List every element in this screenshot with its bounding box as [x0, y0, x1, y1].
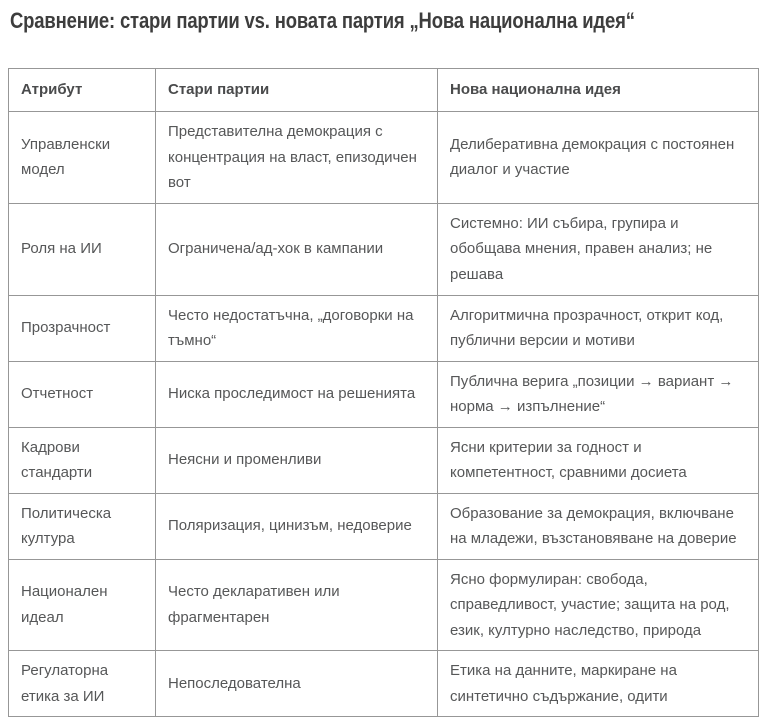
cell-attribute: Кадрови стандарти — [9, 427, 156, 493]
table-row — [9, 559, 759, 651]
cell-old-parties: Ограничена/ад-хок в кампании — [156, 203, 438, 295]
cell-new-party: Делиберативна демокрация с постоянен диалог и участие — [438, 112, 759, 204]
table-header-row — [9, 69, 759, 112]
cell-new-party: Алгоритмична прозрачност, открит код, публични версии и мотиви — [438, 295, 759, 361]
header-cell-attribute: Атрибут — [9, 69, 156, 112]
table-row — [9, 361, 759, 427]
cell-old-parties: Ниска проследимост на решенията — [156, 361, 438, 427]
header-cell-new-party: Нова национална идея — [438, 69, 759, 112]
header-cell-old-parties: Стари партии — [156, 69, 438, 112]
cell-old-parties: Представителна демокрация с концентрация на власт, епизодичен вот — [156, 112, 438, 204]
table-row — [9, 112, 759, 204]
cell-old-parties: Непоследователна — [156, 651, 438, 717]
cell-attribute: Роля на ИИ — [9, 203, 156, 295]
cell-new-party: Образование за демокрация, включване на младежи, възстановяване на доверие — [438, 493, 759, 559]
cell-attribute: Политическа култура — [9, 493, 156, 559]
cell-new-party: Публична верига „позиции → вариант → норма → изпълнение“ — [438, 361, 759, 427]
cell-new-party: Ясно формулиран: свобода, справедливост, участие; защита на род, език, културно наследство, природа — [438, 559, 759, 651]
cell-attribute: Прозрачност — [9, 295, 156, 361]
cell-attribute: Отчетност — [9, 361, 156, 427]
cell-old-parties: Често декларативен или фрагментарен — [156, 559, 438, 651]
cell-attribute: Управленски модел — [9, 112, 156, 204]
cell-attribute: Регулаторна етика за ИИ — [9, 651, 156, 717]
cell-old-parties: Неясни и променливи — [156, 427, 438, 493]
table-row — [9, 427, 759, 493]
cell-attribute: Национален идеал — [9, 559, 156, 651]
comparison-table — [8, 68, 759, 717]
cell-old-parties: Поляризация, цинизъм, недоверие — [156, 493, 438, 559]
table-row — [9, 203, 759, 295]
cell-old-parties: Често недостатъчна, „договорки на тъмно“ — [156, 295, 438, 361]
cell-new-party: Етика на данните, маркиране на синтетично съдържание, одити — [438, 651, 759, 717]
table-row — [9, 295, 759, 361]
cell-new-party: Ясни критерии за годност и компетентност, сравними досиета — [438, 427, 759, 493]
table-row — [9, 651, 759, 717]
page-title: Сравнение: стари партии vs. новата партия „Нова национална идея“ — [10, 8, 635, 33]
cell-new-party: Системно: ИИ събира, групира и обобщава мнения, правен анализ; не решава — [438, 203, 759, 295]
table-row — [9, 493, 759, 559]
